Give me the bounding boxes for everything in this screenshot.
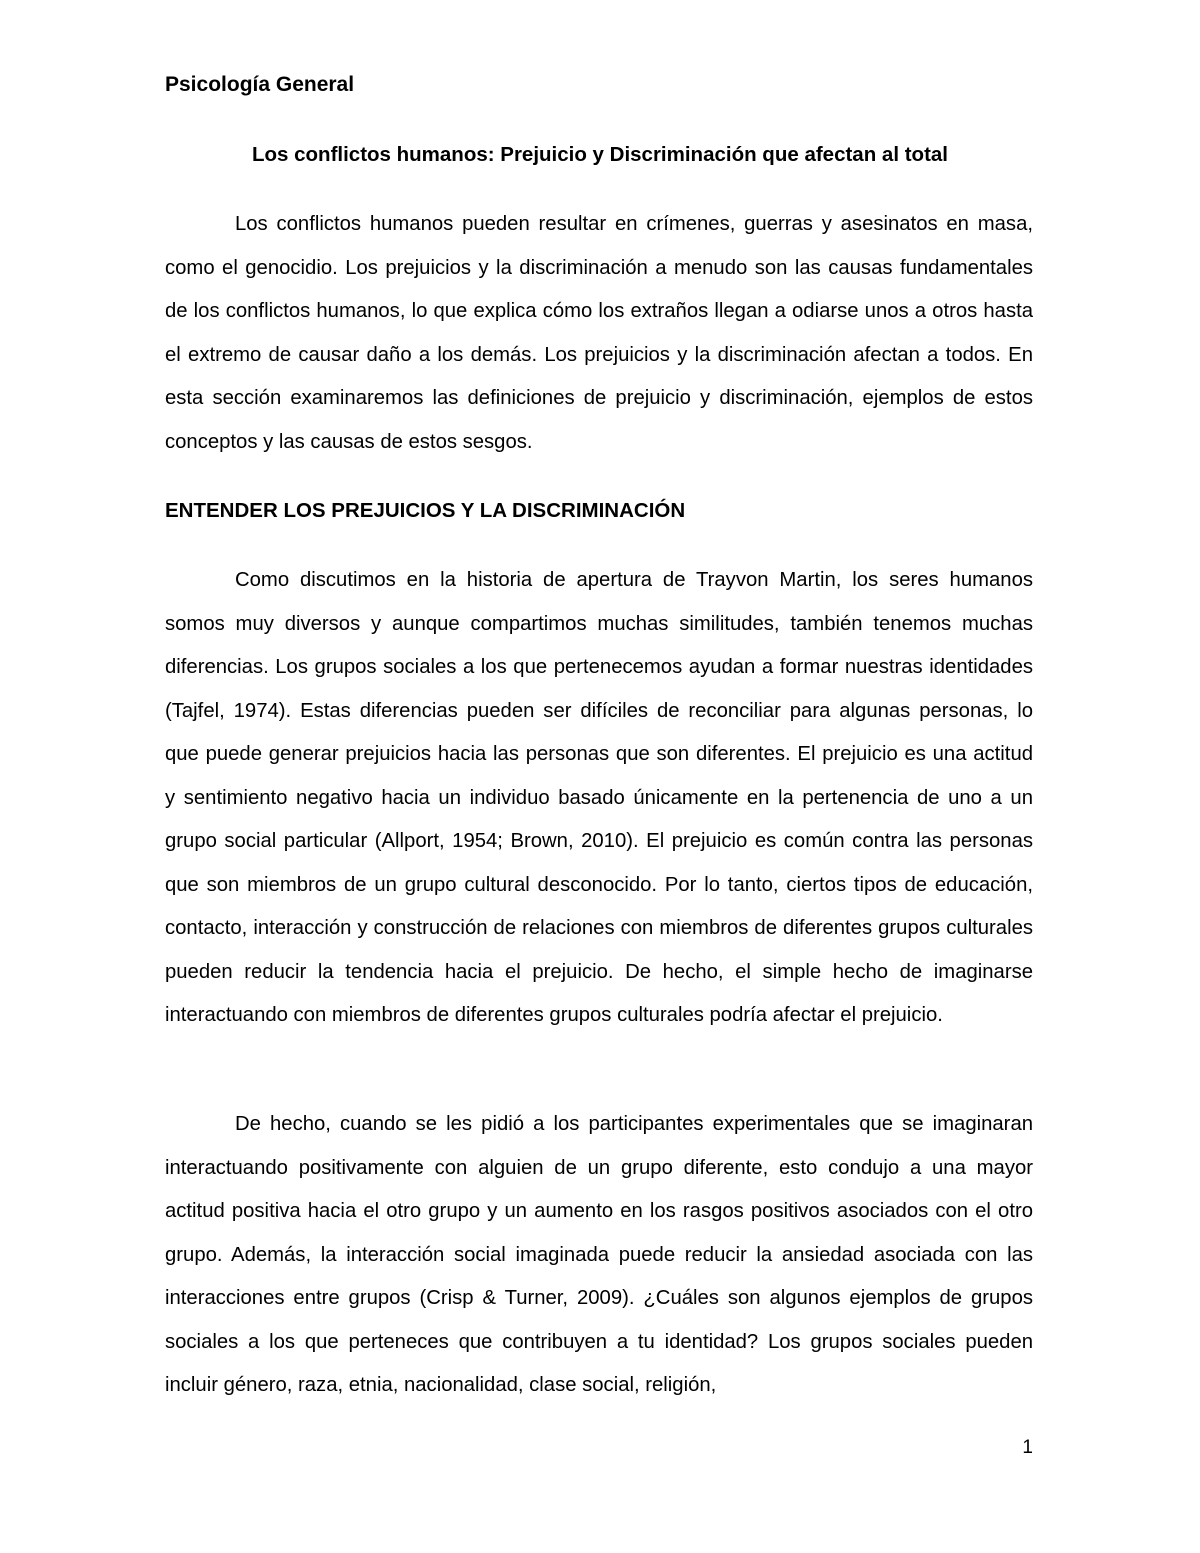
paragraph: Los conflictos humanos pueden resultar en crímenes, guerras y asesinatos en masa, como el genocidio. Los prejuicios y la discriminación a menudo son las causas fundamentales de los conflictos humanos, lo que explica cómo los extraños llegan a odiarse unos a otros hasta el extremo de causar daño a los demás. Los prejuicios y la discriminación afectan a todos. En esta sección examinaremos las definiciones de prejuicio y discriminación, ejemplos de estos conceptos y las causas de estos sesgos. (165, 213, 1033, 453)
section-heading: ENTENDER LOS PREJUICIOS Y LA DISCRIMINACIÓN (165, 499, 686, 522)
page-number: 1 (1022, 1437, 1033, 1458)
paragraph: De hecho, cuando se les pidió a los participantes experimentales que se imaginaran interactuando positivamente con alguien de un grupo diferente, esto condujo a una mayor actitud positiva hacia el otro grupo y un aumento en los rasgos positivos asociados con el otro grupo. Además, la interacción social imaginada puede reducir la ansiedad asociada con las interacciones entre grupos (Crisp & Turner, 2009). ¿Cuáles son algunos ejemplos de grupos sociales a los que perteneces que contribuyen a tu identidad? Los grupos sociales pueden incluir género, raza, etnia, nacionalidad, clase social, religión, (165, 1113, 1033, 1396)
document-title: Los conflictos humanos: Prejuicio y Discriminación que afectan al total (251, 143, 948, 166)
document-header: Psicología General (165, 73, 355, 96)
paragraph: Como discutimos en la historia de apertura de Trayvon Martin, los seres humanos somos muy diversos y aunque compartimos muchas similitudes, también tenemos muchas diferencias. Los grupos sociales a los que pertenecemos ayudan a formar nuestras identidades (Tajfel, 1974). Estas diferencias pueden ser difíciles de reconciliar para algunas personas, lo que puede generar prejuicios hacia las personas que son diferentes. El prejuicio es una actitud y sentimiento negativo hacia un individuo basado únicamente en la pertenencia de uno a un grupo social particular (Allport, 1954; Brown, 2010). El prejuicio es común contra las personas que son miembros de un grupo cultural desconocido. Por lo tanto, ciertos tipos de educación, contacto, interacción y construcción de relaciones con miembros de diferentes grupos culturales pueden reducir la tendencia hacia el prejuicio. De hecho, el simple hecho de imaginarse interactuando con miembros de diferentes grupos culturales podría afectar el prejuicio. (165, 569, 1033, 1026)
